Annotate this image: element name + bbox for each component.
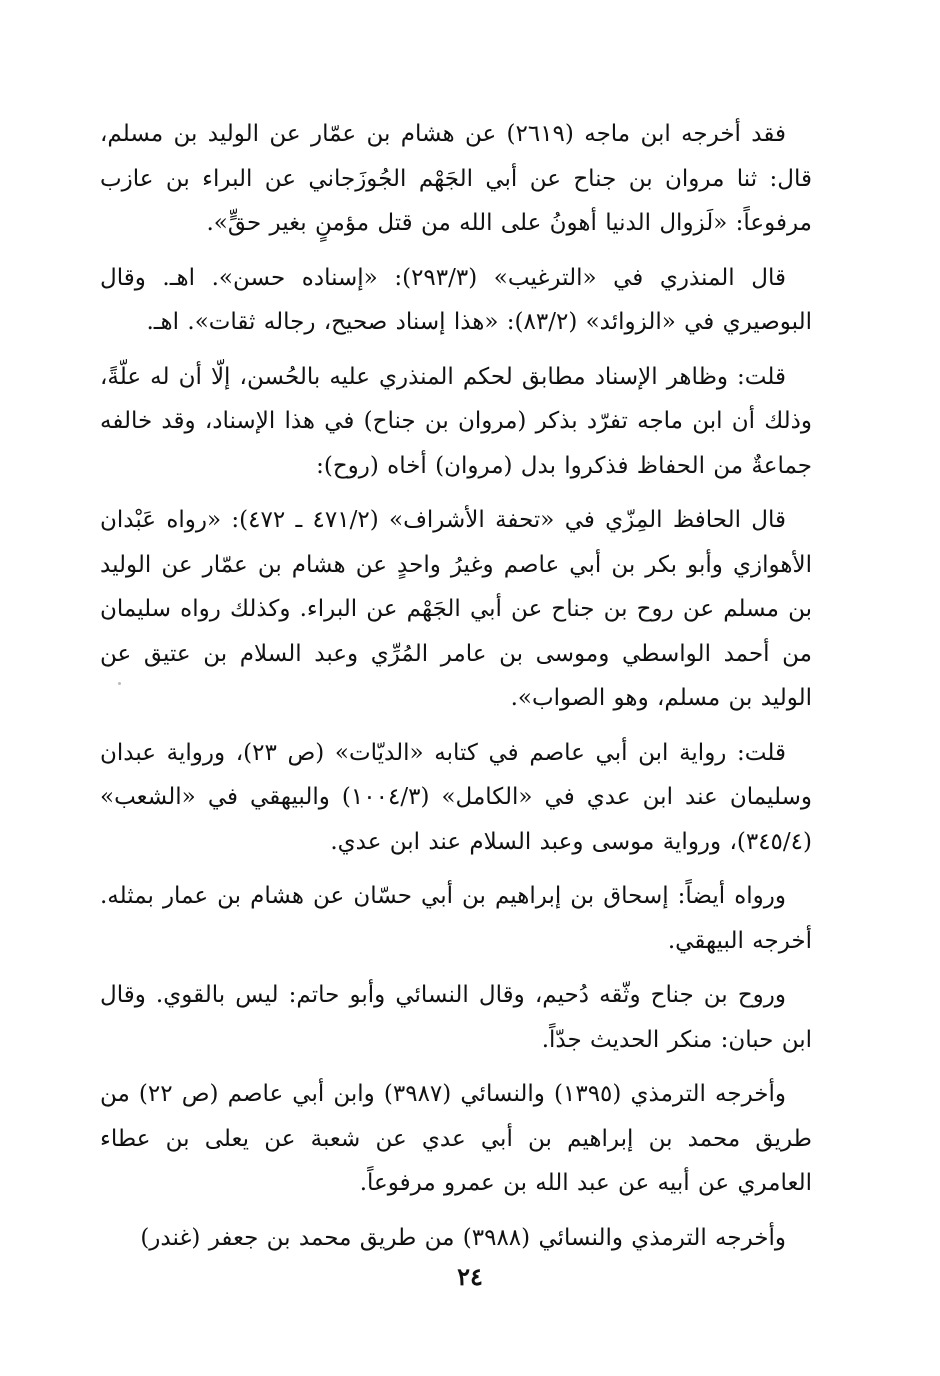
page-body — [100, 112, 812, 1270]
paragraph-2: قال المنذري في «الترغيب» (٢٩٣/٣): «إسناده حسن». اهـ. وقال البوصيري في «الزوائد» (٨٣/٢): «هذا إسناد صحيح، رجاله ثقات». اهـ. — [100, 264, 812, 335]
paragraph-9: وأخرجه الترمذي والنسائي (٣٩٨٨) من طريق محمد بن جعفر (غندر) — [140, 1224, 786, 1251]
paragraph-3: قلت: وظاهر الإسناد مطابق لحكم المنذري عليه بالحُسن، إلّا أن له علّةً، وذلك أن ابن ماجه تفرّد بذكر (مروان بن جناح) في هذا الإسناد، وقد خالفه جماعةٌ من الحفاظ فذكروا بدل (مروان) أخاه (روح): — [100, 363, 812, 479]
paragraph-5: قلت: رواية ابن أبي عاصم في كتابه «الديّات» (ص ٢٣)، ورواية عبدان وسليمان عند ابن عدي في «الكامل» (١٠٠٤/٣) والبيهقي في «الشعب» (٣٤٥/٤)، ورواية موسى وعبد السلام عند ابن عدي. — [100, 739, 812, 855]
paragraph-6: ورواه أيضاً: إسحاق بن إبراهيم بن أبي حسّان عن هشام بن عمار بمثله. أخرجه البيهقي. — [100, 883, 812, 954]
paragraph-1: فقد أخرجه ابن ماجه (٢٦١٩) عن هشام بن عمّار عن الوليد بن مسلم، قال: ثنا مروان بن جناح عن أبي الجَهْم الجُوزَجاني عن البراء بن عازب مرفوعاً: «لَزوال الدنيا أهونُ على الله من قتل مؤمنٍ بغير حقٍّ». — [100, 121, 812, 236]
page-number: ٢٤ — [457, 1262, 483, 1291]
paragraph-7: وروح بن جناح وثّقه دُحيم، وقال النسائي وأبو حاتم: ليس بالقوي. وقال ابن حبان: منكر الحديث جدّاً. — [100, 982, 812, 1053]
scan-speck — [118, 682, 121, 685]
paragraph-8: وأخرجه الترمذي (١٣٩٥) والنسائي (٣٩٨٧) وابن أبي عاصم (ص ٢٢) من طريق محمد بن إبراهيم بن أبي عدي عن شعبة عن يعلى بن عطاء العامري عن أبيه عن عبد الله بن عمرو مرفوعاً. — [100, 1081, 812, 1196]
paragraph-4: قال الحافظ المِزّي في «تحفة الأشراف» (٤٧١/٢ ـ ٤٧٢): «رواه عَبْدان الأهوازي وأبو بكر بن أبي عاصم وغيرُ واحدٍ عن هشام بن عمّار عن الوليد بن مسلم عن روح بن جناح عن أبي الجَهْم عن البراء. وكذلك رواه سليمان من أحمد الواسطي وموسى بن عامر المُرِّي وعبد السلام بن عتيق عن الوليد بن مسلم، وهو الصواب». — [100, 507, 812, 711]
